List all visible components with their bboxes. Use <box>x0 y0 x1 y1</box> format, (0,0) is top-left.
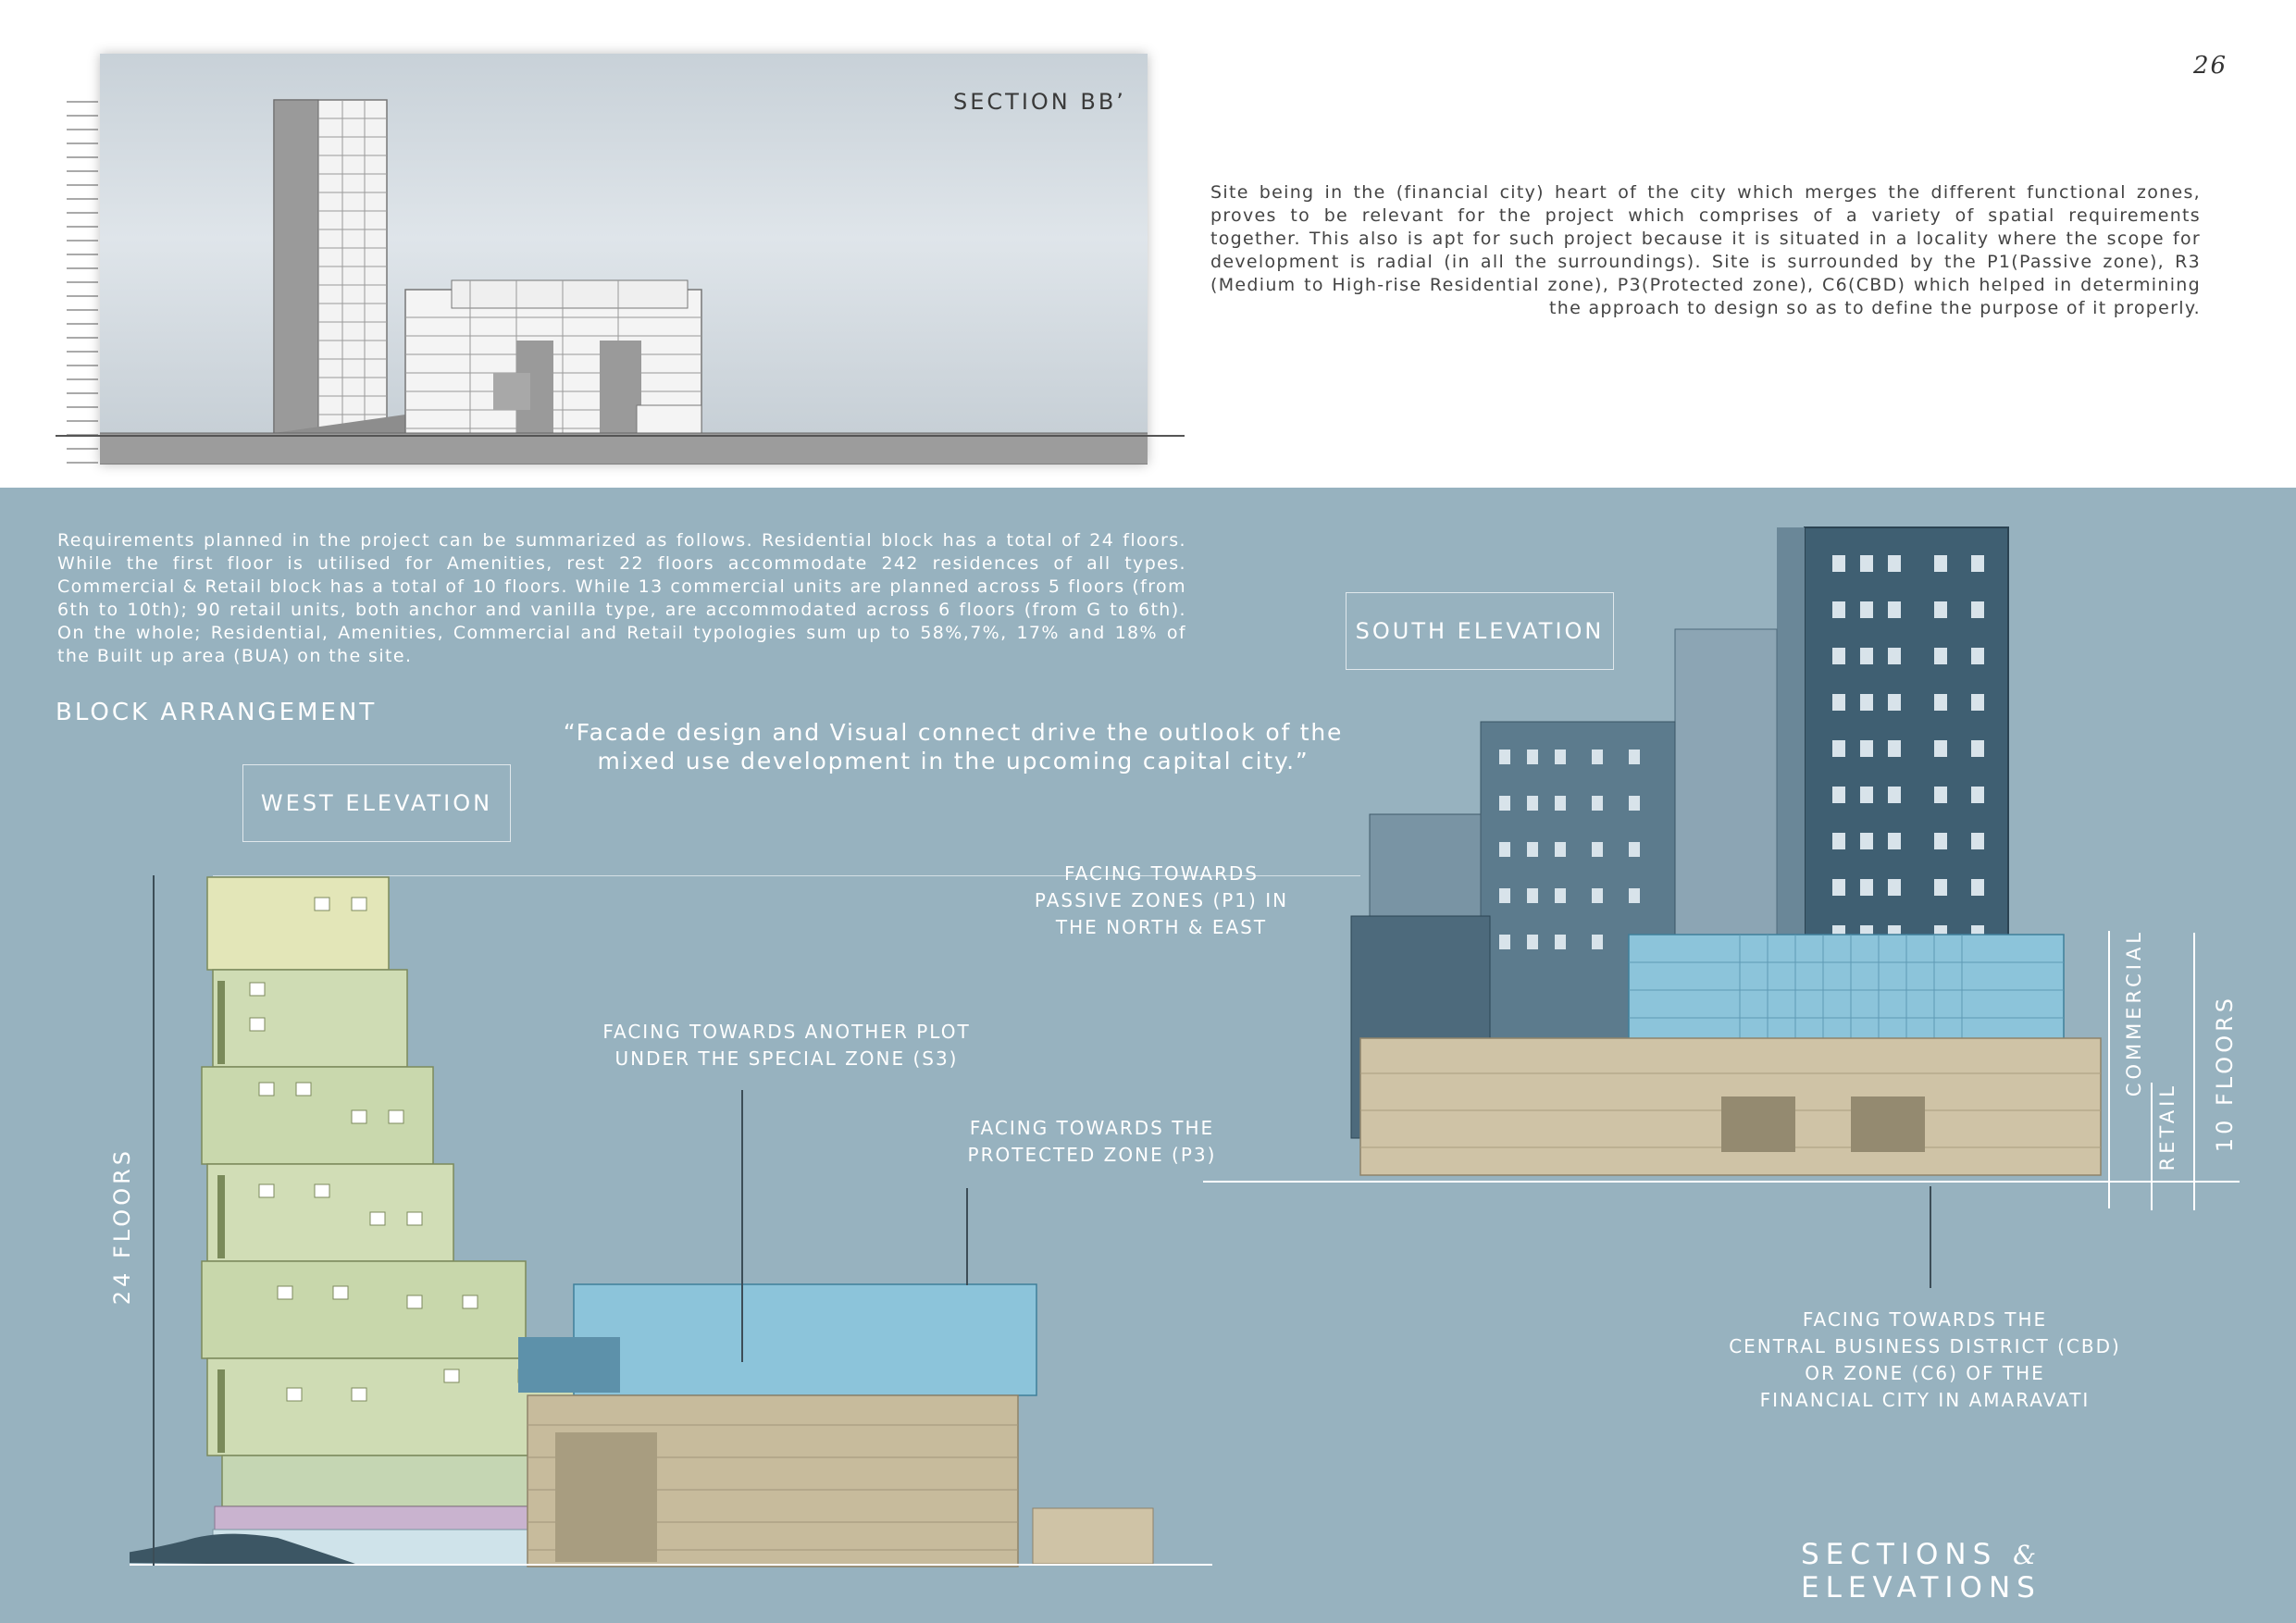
commercial-dimension-line <box>2108 931 2110 1208</box>
intro-paragraph: Site being in the (financial city) heart of the city which merges the different functional zones, proves to be relevant for the project which comprises of a variety of spatial requirements together. This also is apt for such project because it is situated in a locality where the scope for development is radial (in all the surroundings). Site is surrounded by the P1(Passive zone), R3 (Medium to High-rise Residential zone), P3(Protected zone), C6(CBD) which helped in determining the approach to design so as to define the purpose of it properly. <box>1210 182 2201 318</box>
facing-p1-line-3: THE NORTH & EAST <box>1055 916 1268 938</box>
quote-line-2: mixed use development in the upcoming capital city.” <box>597 748 1309 774</box>
facing-p1-line-2: PASSIVE ZONES (P1) IN <box>1034 889 1289 911</box>
footer-title-sections: SECTIONS <box>1801 1538 1998 1571</box>
south-elevation-label: SOUTH ELEVATION <box>1346 592 1614 670</box>
west-elevation-label: WEST ELEVATION <box>242 764 511 842</box>
page-number: 26 <box>2193 52 2228 80</box>
facing-cbd-line-4: FINANCIAL CITY IN AMARAVATI <box>1759 1389 2091 1411</box>
quote-line-1: “Facade design and Visual connect drive the outlook of the <box>563 719 1344 746</box>
retail-dimension-line <box>2151 1083 2153 1210</box>
block-arrangement-heading: BLOCK ARRANGEMENT <box>56 699 378 726</box>
retail-label: RETAIL <box>2156 1083 2178 1171</box>
facing-s3-line-1: FACING TOWARDS ANOTHER PLOT <box>602 1021 971 1043</box>
facing-cbd-note <box>1721 1307 2128 1414</box>
west-floors-dimension-line <box>153 875 155 1566</box>
facing-passive-zones-note <box>1009 861 1314 941</box>
footer-title-ampersand: & <box>2013 1540 2043 1570</box>
section-ground-line <box>56 435 1185 437</box>
facing-s3-note <box>574 1019 999 1072</box>
requirements-paragraph: Requirements planned in the project can be summarized as follows. Residential block has a total of 24 floors. While the first floor is utilised for Amenities, rest 22 floors accommodate 242 residences of all types. Commercial & Retail block has a total of 10 floors. While 13 commercial units are planned across 5 floors (from 6th to 10th); 90 retail units, both anchor and vanilla type, are accommodated across 6 floors (from G to 6th). On the whole; Residential, Amenities, Commercial and Retail typologies sum up to 58%,7%, 17% and 18% of the Built up area (BUA) on the site. <box>57 530 1186 666</box>
section-title: SECTION BB’ <box>953 89 1126 115</box>
level-markers <box>61 93 102 472</box>
facing-cbd-line-3: OR ZONE (C6) OF THE <box>1805 1362 2045 1384</box>
south-floors-label: 10 FLOORS <box>2212 995 2238 1153</box>
facing-cbd-line-2: CENTRAL BUSINESS DISTRICT (CBD) <box>1729 1335 2121 1357</box>
commercial-label: COMMERCIAL <box>2123 929 2145 1097</box>
section-bb-drawing <box>100 54 1148 465</box>
facing-cbd-line-1: FACING TOWARDS THE <box>1802 1308 2048 1331</box>
facing-cbd-leader <box>1930 1186 1931 1288</box>
facing-p3-leader <box>966 1188 968 1285</box>
west-floors-label: 24 FLOORS <box>109 1147 135 1306</box>
south-floors-dimension-line <box>2193 933 2195 1210</box>
facing-s3-line-2: UNDER THE SPECIAL ZONE (S3) <box>614 1047 959 1070</box>
page-footer-title <box>1801 1538 2296 1604</box>
facing-p3-note <box>944 1115 1240 1169</box>
facing-p3-line-2: PROTECTED ZONE (P3) <box>967 1144 1217 1166</box>
west-elevation-drawing <box>130 870 1758 1573</box>
section-bb-svg <box>100 54 1148 465</box>
facing-p1-line-1: FACING TOWARDS <box>1064 862 1259 885</box>
facing-p3-line-1: FACING TOWARDS THE <box>969 1117 1215 1139</box>
footer-title-elevations: ELEVATIONS <box>1801 1571 2042 1604</box>
facing-s3-leader <box>741 1090 743 1362</box>
